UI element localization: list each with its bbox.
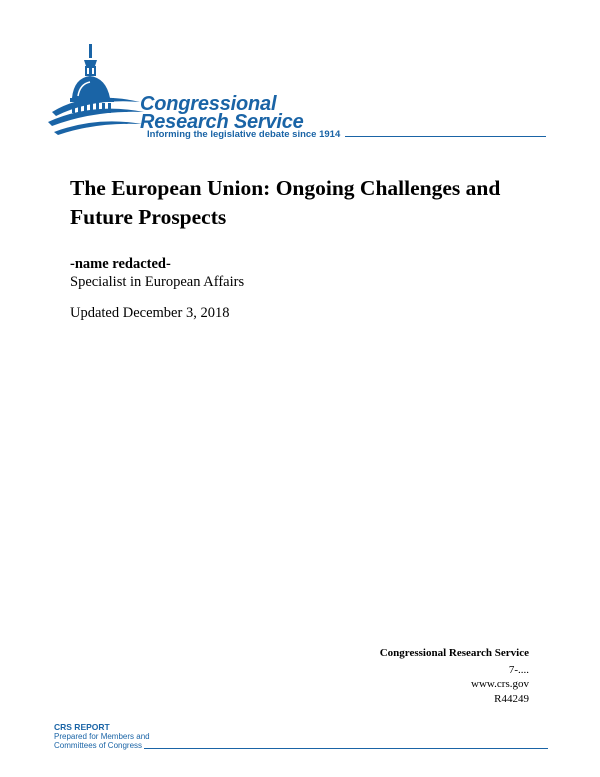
logo-name-line2: Research Service <box>140 111 304 133</box>
organization-name: Congressional Research Service <box>379 647 529 659</box>
logo-rule <box>345 136 546 137</box>
author-name: -name redacted- <box>70 256 171 272</box>
footer-label: CRS REPORT <box>54 722 110 732</box>
phone-number: 7-.... <box>508 664 529 676</box>
footer <box>54 722 548 752</box>
capitol-dome-icon <box>48 40 148 140</box>
footer-line2: Prepared for Members and <box>54 732 150 741</box>
logo-name-line1: Congressional <box>140 93 277 115</box>
footer-line3: Committees of Congress <box>54 741 143 750</box>
footer-rule <box>144 748 548 749</box>
updated-date: Updated December 3, 2018 <box>70 305 230 321</box>
crs-logo <box>48 40 558 150</box>
report-number: R44249 <box>494 693 529 705</box>
logo-tagline: Informing the legislative debate since 1914 <box>147 129 341 140</box>
website-link[interactable]: www.crs.gov <box>471 678 529 690</box>
author-title: Specialist in European Affairs <box>70 274 245 290</box>
report-title: The European Union: Ongoing Challenges and Future Prospects <box>70 176 501 229</box>
